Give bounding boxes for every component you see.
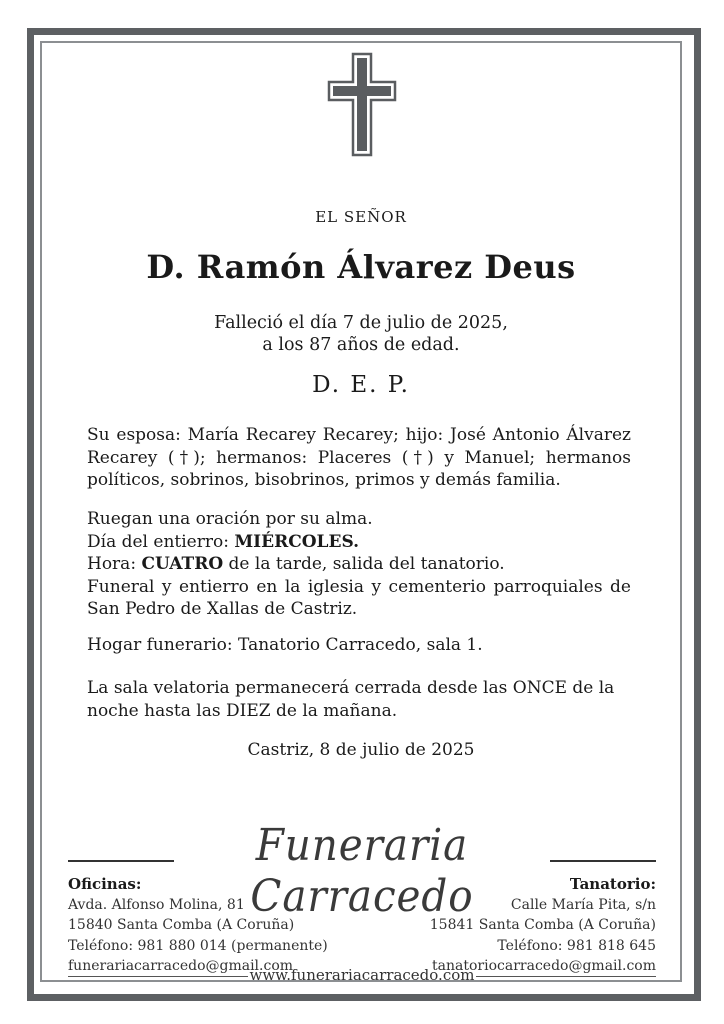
death-line-2: a los 87 años de edad. — [262, 335, 460, 355]
tanatorio-address: Calle María Pita, s/n — [510, 896, 656, 913]
sala-paragraph: La sala velatoria permanecerá cerrada desde las ONCE de la noche hasta las DIEZ de la mañana. — [87, 678, 615, 721]
brand-logo: Funeraria Carracedo — [250, 820, 474, 922]
oficinas-phone: Teléfono: 981 880 014 (permanente) — [68, 937, 328, 954]
hogar-line: Hogar funerario: Tanatorio Carracedo, sala 1. — [87, 635, 483, 655]
website-row — [68, 966, 656, 986]
oficinas-header: Oficinas: — [68, 875, 142, 893]
oficinas-email: funerariacarracedo@gmail.com — [68, 958, 294, 974]
prayer-paragraph — [87, 508, 631, 621]
time-label: Hora: — [87, 554, 142, 574]
death-line-1: Falleció el día 7 de julio de 2025, — [214, 313, 508, 333]
family-paragraph: Su esposa: María Recarey Recarey; hijo: José Antonio Álvarez Recarey (†); hermanos: Placeres (†) y Manuel; hermanos políticos, sobrinos, bisobrinos, primos y demás familia. — [87, 425, 631, 490]
death-info — [40, 312, 682, 356]
tanatorio-phone: Teléfono: 981 818 645 — [497, 937, 656, 954]
cross-icon — [327, 52, 397, 157]
brand-line-left — [68, 860, 174, 862]
deceased-name: D. Ramón Álvarez Deus — [146, 248, 576, 286]
oficinas-city: 15840 Santa Comba (A Coruña) — [68, 917, 295, 933]
burial-day: MIÉRCOLES. — [234, 531, 360, 552]
tanatorio-block — [430, 874, 656, 977]
burial-day-line — [87, 531, 631, 554]
dep-text: D. E. P. — [312, 372, 410, 398]
tanatorio-city: 15841 Santa Comba (A Coruña) — [429, 917, 656, 933]
oficinas-block — [68, 874, 328, 977]
tanatorio-header: Tanatorio: — [569, 875, 656, 893]
place-date: Castriz, 8 de julio de 2025 — [247, 740, 475, 760]
funeral-line: Funeral y entierro en la iglesia y cementerio parroquiales de San Pedro de Xallas de Castriz. — [87, 576, 631, 619]
title-line: EL SEÑOR — [315, 208, 407, 226]
tanatorio-email: tanatoriocarracedo@gmail.com — [432, 958, 656, 974]
brand-line-right — [550, 860, 656, 862]
prayer-line: Ruegan una oración por su alma. — [87, 509, 373, 529]
burial-label: Día del entierro: — [87, 531, 235, 552]
oficinas-address: Avda. Alfonso Molina, 81 — [68, 896, 245, 913]
website-link[interactable]: www.funerariacarracedo.com — [249, 966, 475, 984]
time-rest: de la tarde, salida del tanatorio. — [223, 554, 505, 574]
time-value: CUATRO — [141, 554, 224, 574]
time-line — [87, 553, 631, 576]
